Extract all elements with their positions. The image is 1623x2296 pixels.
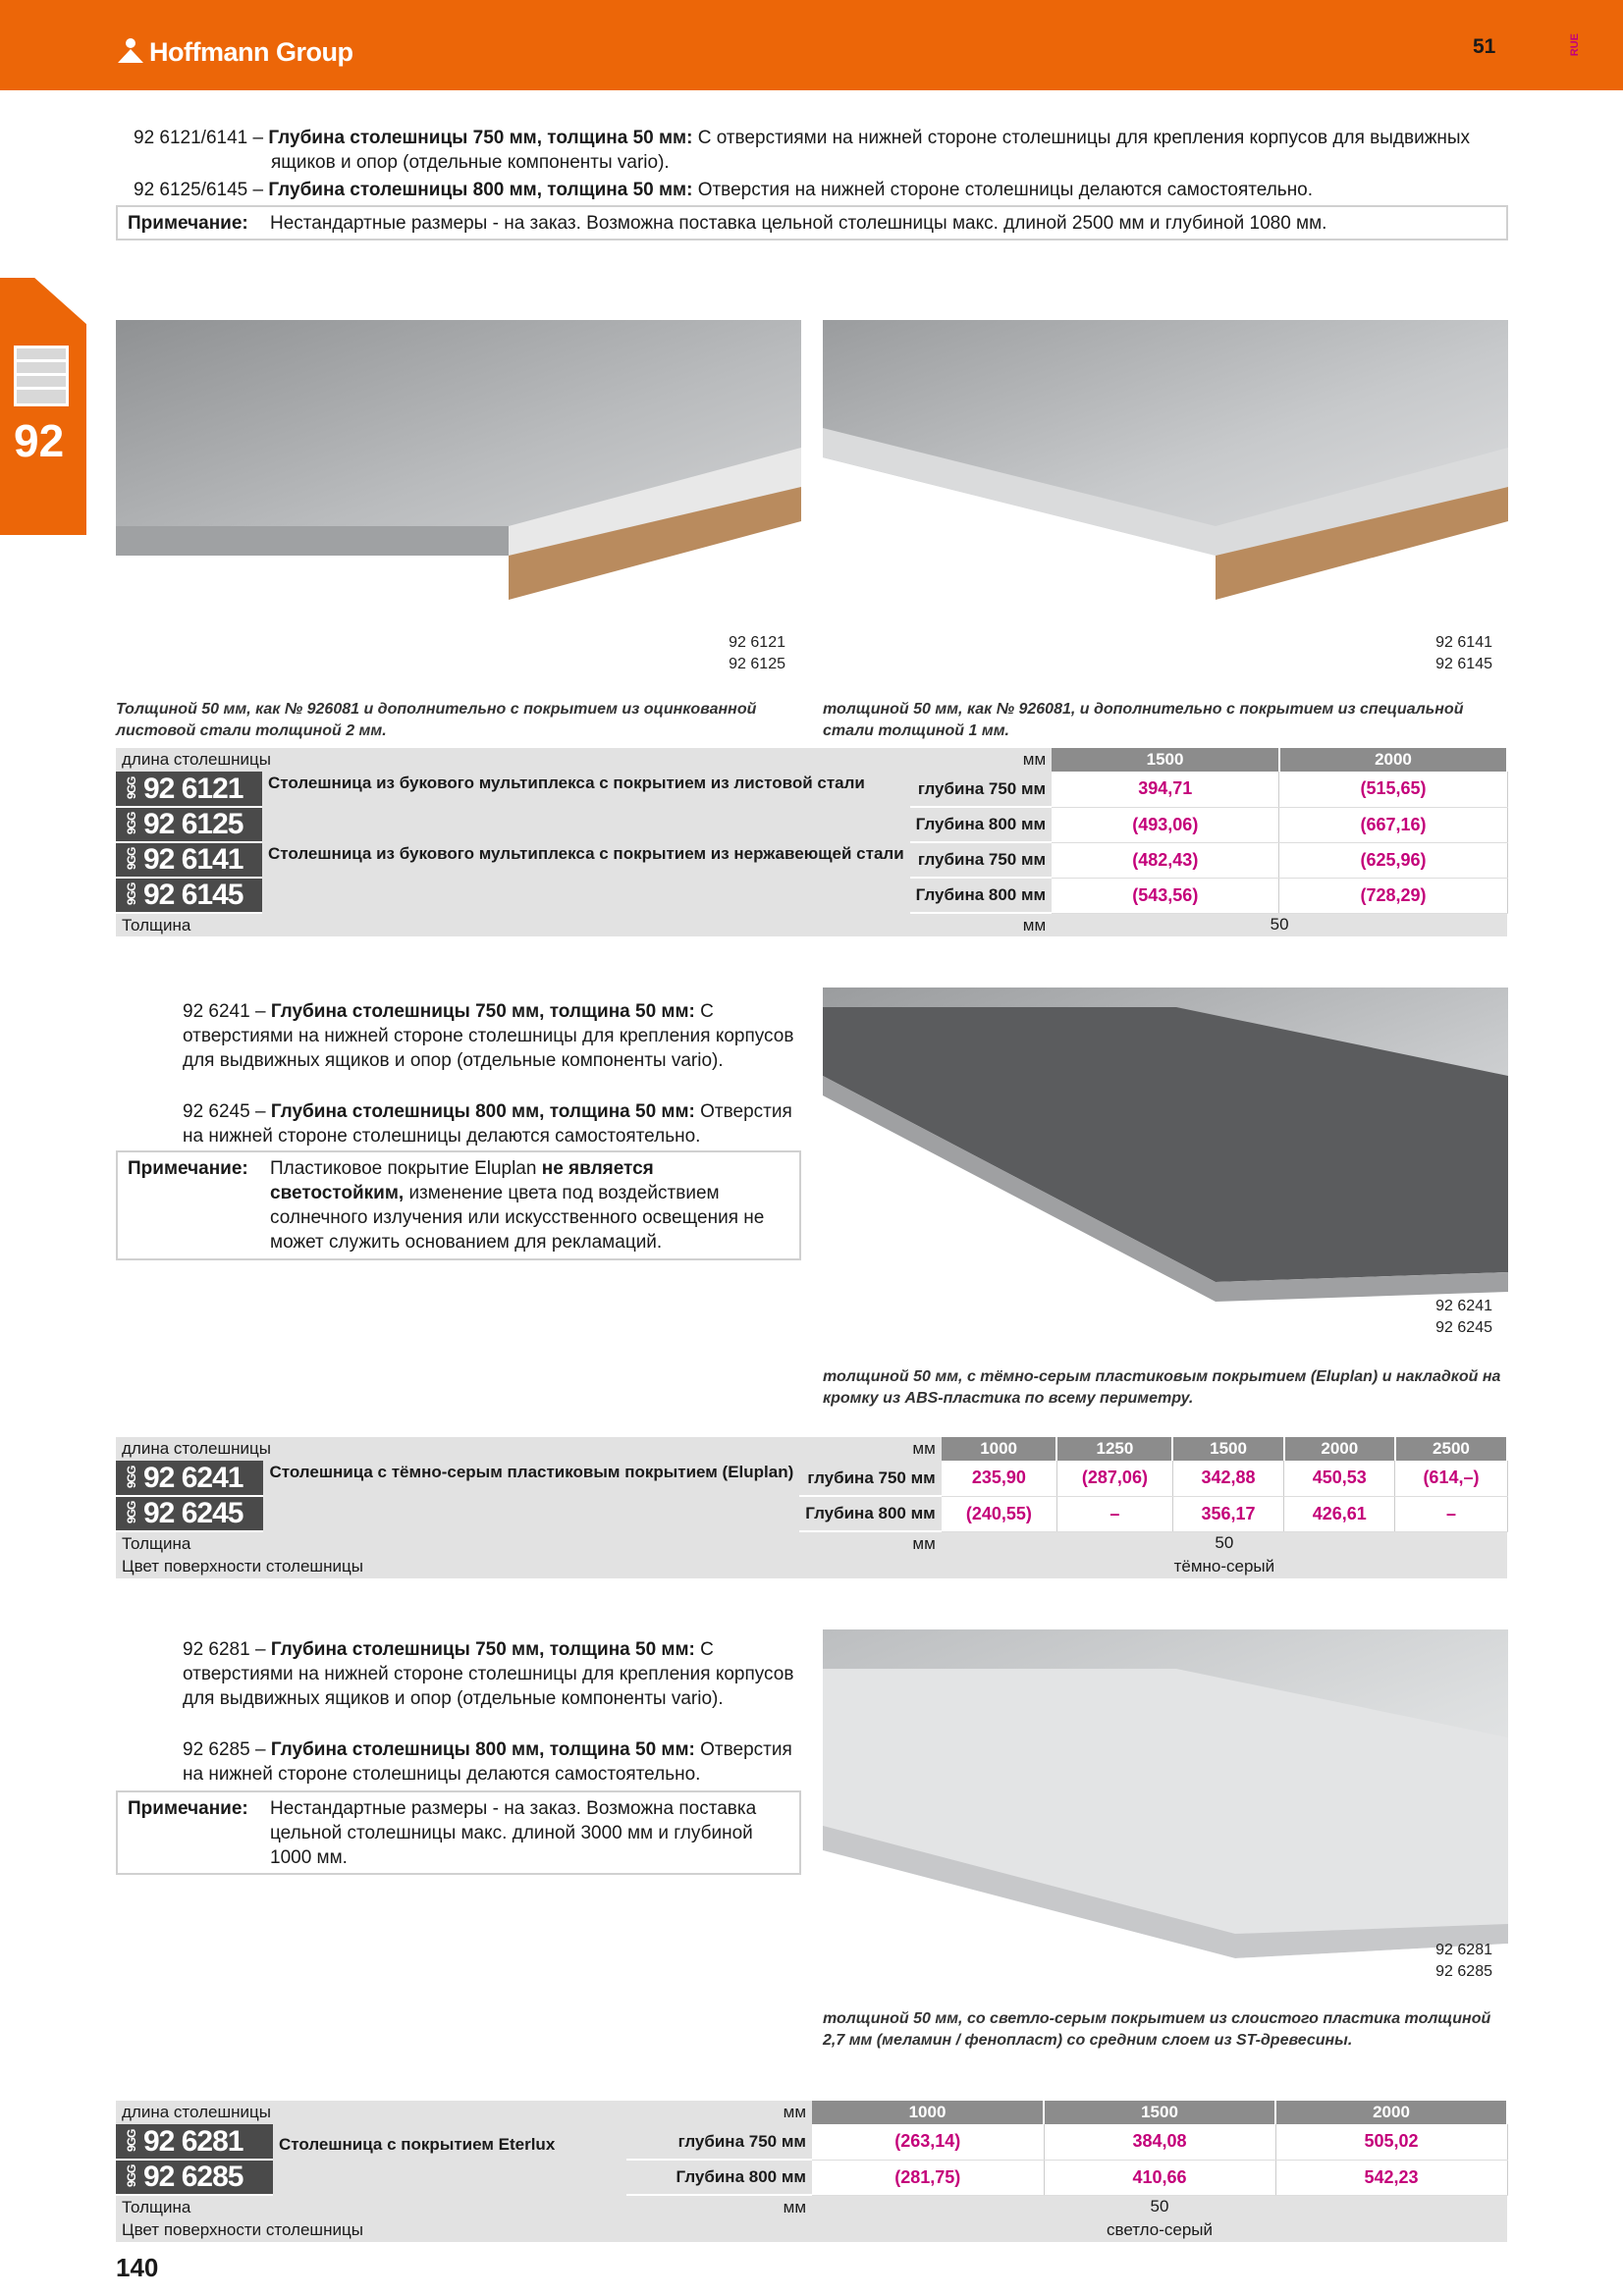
article-number: 9GG 92 6145: [116, 878, 262, 913]
depth-value: Глубина 800 мм: [626, 2160, 812, 2195]
price-cell: 356,17: [1172, 1496, 1283, 1531]
price-cell: 505,02: [1275, 2124, 1507, 2160]
intro-line-2: 92 6125/6145 – Глубина столешницы 800 мм, толщина 50 мм: Отверстия на нижней стороне столешницы делаются самостоятельно.: [134, 180, 1314, 200]
brand-name: Hoffmann Group: [149, 37, 353, 67]
cabinet-icon: [14, 346, 69, 406]
price-cell: (240,55): [942, 1496, 1057, 1531]
thickness-value: 50: [812, 2195, 1507, 2218]
caption-galvanized: Толщиной 50 мм, как № 926081 и дополнительно с покрытием из оцинкованной листовой стали толщиной 2 мм.: [116, 701, 757, 739]
col-header: 2000: [1284, 1437, 1395, 1461]
col-header: 1000: [812, 2101, 1044, 2124]
hoffmann-logo-icon: [116, 35, 145, 65]
color-value: тёмно-серый: [942, 1555, 1507, 1578]
article-number: 9GG 92 6245: [116, 1496, 263, 1531]
thickness-value: 50: [1052, 913, 1507, 936]
price-cell: (625,96): [1279, 842, 1507, 878]
photo-tag-3: 92 6241 92 6245: [1435, 1298, 1492, 1336]
caption-eterlux: толщиной 50 мм, со светло-серым покрытием из слоистого пластика толщиной 2,7 мм (меламин / фенопласт) со средним слоем из ST-древесины.: [823, 2010, 1491, 2049]
photo-tag-4: 92 6281 92 6285: [1435, 1942, 1492, 1980]
article-number: 9GG 92 6121: [116, 772, 262, 807]
price-table-1: [116, 748, 1508, 936]
section3-line-1: 92 6281 – Глубина столешницы 750 мм, толщина 50 мм: С отверстиями на нижней стороне столешницы для крепления корпусов для выдвижных ящиков и опор (отдельные компоненты vario).: [183, 1639, 794, 1709]
chapter-tab: [0, 278, 86, 535]
col-header: 1500: [1172, 1437, 1283, 1461]
tabletop-galvanized-image: [116, 320, 801, 685]
price-table-3: [116, 2101, 1508, 2242]
length-label: длина столешницы мм: [116, 1437, 942, 1461]
price-cell: (515,65): [1279, 772, 1507, 807]
price-cell: 426,61: [1284, 1496, 1395, 1531]
intro-line-1-cont: ящиков и опор (отдельные компоненты vario).: [271, 152, 670, 173]
language-code: RUE: [1569, 33, 1581, 57]
price-cell: (728,29): [1279, 878, 1507, 913]
price-cell: –: [1395, 1496, 1507, 1531]
article-number: 9GG 92 6141: [116, 842, 262, 878]
page-number-bottom: 140: [116, 2253, 159, 2282]
col-header: 1500: [1044, 2101, 1275, 2124]
tabletop-stainless-image: [823, 320, 1508, 685]
color-label: Цвет поверхности столешницы: [116, 1555, 942, 1578]
section2-line-1: 92 6241 – Глубина столешницы 750 мм, толщина 50 мм: С отверстиями на нижней стороне столешницы для крепления корпусов для выдвижных ящиков и опор (отдельные компоненты vario).: [183, 1001, 794, 1071]
product-description: Столешница с тёмно-серым пластиковым покрытием (Eluplan): [263, 1461, 799, 1531]
price-cell: 394,71: [1052, 772, 1279, 807]
section3-note: Примечание: Нестандартные размеры - на заказ. Возможна поставка цельной столешницы макс. длиной 3000 мм и глубиной 1000 мм.: [116, 1790, 801, 1875]
depth-value: глубина 750 мм: [626, 2124, 812, 2160]
product-description: Столешница из букового мультиплекса с покрытием из листовой стали: [262, 772, 910, 842]
caption-eluplan: толщиной 50 мм, с тёмно-серым пластиковым покрытием (Eluplan) и накладкой на кромку из ABS-пластика по всему периметру.: [823, 1368, 1501, 1407]
col-header: 1500: [1052, 748, 1279, 772]
price-cell: (667,16): [1279, 807, 1507, 842]
col-header: 1250: [1056, 1437, 1172, 1461]
col-header: 1000: [942, 1437, 1057, 1461]
price-cell: (614,–): [1395, 1461, 1507, 1496]
col-header: 2500: [1395, 1437, 1507, 1461]
price-cell: (482,43): [1052, 842, 1279, 878]
price-cell: (287,06): [1056, 1461, 1172, 1496]
thickness-label: Толщина мм: [116, 913, 1052, 936]
color-value: светло-серый: [812, 2218, 1507, 2242]
thickness-label: Толщина мм: [116, 1531, 942, 1555]
depth-value: глубина 750 мм: [910, 842, 1052, 878]
length-label: длина столешницы мм: [116, 748, 1052, 772]
photo-tag-2: 92 6141 92 6145: [1435, 634, 1492, 672]
page-number-top: 51: [1473, 35, 1496, 58]
article-number: 9GG 92 6241: [116, 1461, 263, 1496]
intro-note: Примечание: Нестандартные размеры - на заказ. Возможна поставка цельной столешницы макс. длиной 2500 мм и глубиной 1080 мм.: [116, 205, 1508, 240]
article-number: 9GG 92 6285: [116, 2160, 273, 2195]
price-cell: 384,08: [1044, 2124, 1275, 2160]
caption-stainless: толщиной 50 мм, как № 926081, и дополнительно с покрытием из специальной стали толщиной 1 мм.: [823, 701, 1464, 739]
depth-value: Глубина 800 мм: [910, 807, 1052, 842]
col-header: 2000: [1275, 2101, 1507, 2124]
price-table-2: [116, 1437, 1508, 1578]
depth-value: Глубина 800 мм: [799, 1496, 941, 1531]
section2-note: Примечание: Пластиковое покрытие Eluplan не является светостойким, изменение цвета под воздействием солнечного излучения или искусственного освещения не может служить основанием для рекламаций.: [116, 1150, 801, 1260]
col-header: 2000: [1279, 748, 1507, 772]
product-description: Столешница с покрытием Eterlux: [273, 2124, 626, 2195]
product-photo-galvanized: [116, 320, 801, 685]
thickness-label: Толщина мм: [116, 2195, 812, 2218]
photo-tag-1: 92 6121 92 6125: [729, 634, 785, 672]
depth-value: глубина 750 мм: [910, 772, 1052, 807]
depth-value: глубина 750 мм: [799, 1461, 941, 1496]
price-cell: 235,90: [942, 1461, 1057, 1496]
depth-value: Глубина 800 мм: [910, 878, 1052, 913]
price-cell: (493,06): [1052, 807, 1279, 842]
product-description: Столешница из букового мультиплекса с покрытием из нержавеющей стали: [262, 842, 910, 913]
intro-line-1: 92 6121/6141 – Глубина столешницы 750 мм, толщина 50 мм: С отверстиями на нижней стороне столешницы для крепления корпусов для выдвижных: [134, 128, 1471, 148]
price-cell: (543,56): [1052, 878, 1279, 913]
price-cell: (263,14): [812, 2124, 1044, 2160]
price-cell: 342,88: [1172, 1461, 1283, 1496]
color-label: Цвет поверхности столешницы: [116, 2218, 812, 2242]
chapter-number: 92: [14, 415, 65, 466]
page-header: [0, 0, 1623, 90]
section3-line-2: 92 6285 – Глубина столешницы 800 мм, толщина 50 мм: Отверстия на нижней стороне столешницы делаются самостоятельно.: [183, 1739, 792, 1785]
thickness-value: 50: [942, 1531, 1507, 1555]
length-label: длина столешницы мм: [116, 2101, 812, 2124]
price-cell: 450,53: [1284, 1461, 1395, 1496]
section2-line-2: 92 6245 – Глубина столешницы 800 мм, толщина 50 мм: Отверстия на нижней стороне столешницы делаются самостоятельно.: [183, 1101, 792, 1147]
price-cell: 542,23: [1275, 2160, 1507, 2195]
brand-logo: [116, 35, 352, 68]
article-number: 9GG 92 6125: [116, 807, 262, 842]
product-photo-stainless: [823, 320, 1508, 685]
price-cell: –: [1056, 1496, 1172, 1531]
price-cell: 410,66: [1044, 2160, 1275, 2195]
price-cell: (281,75): [812, 2160, 1044, 2195]
article-number: 9GG 92 6281: [116, 2124, 273, 2160]
